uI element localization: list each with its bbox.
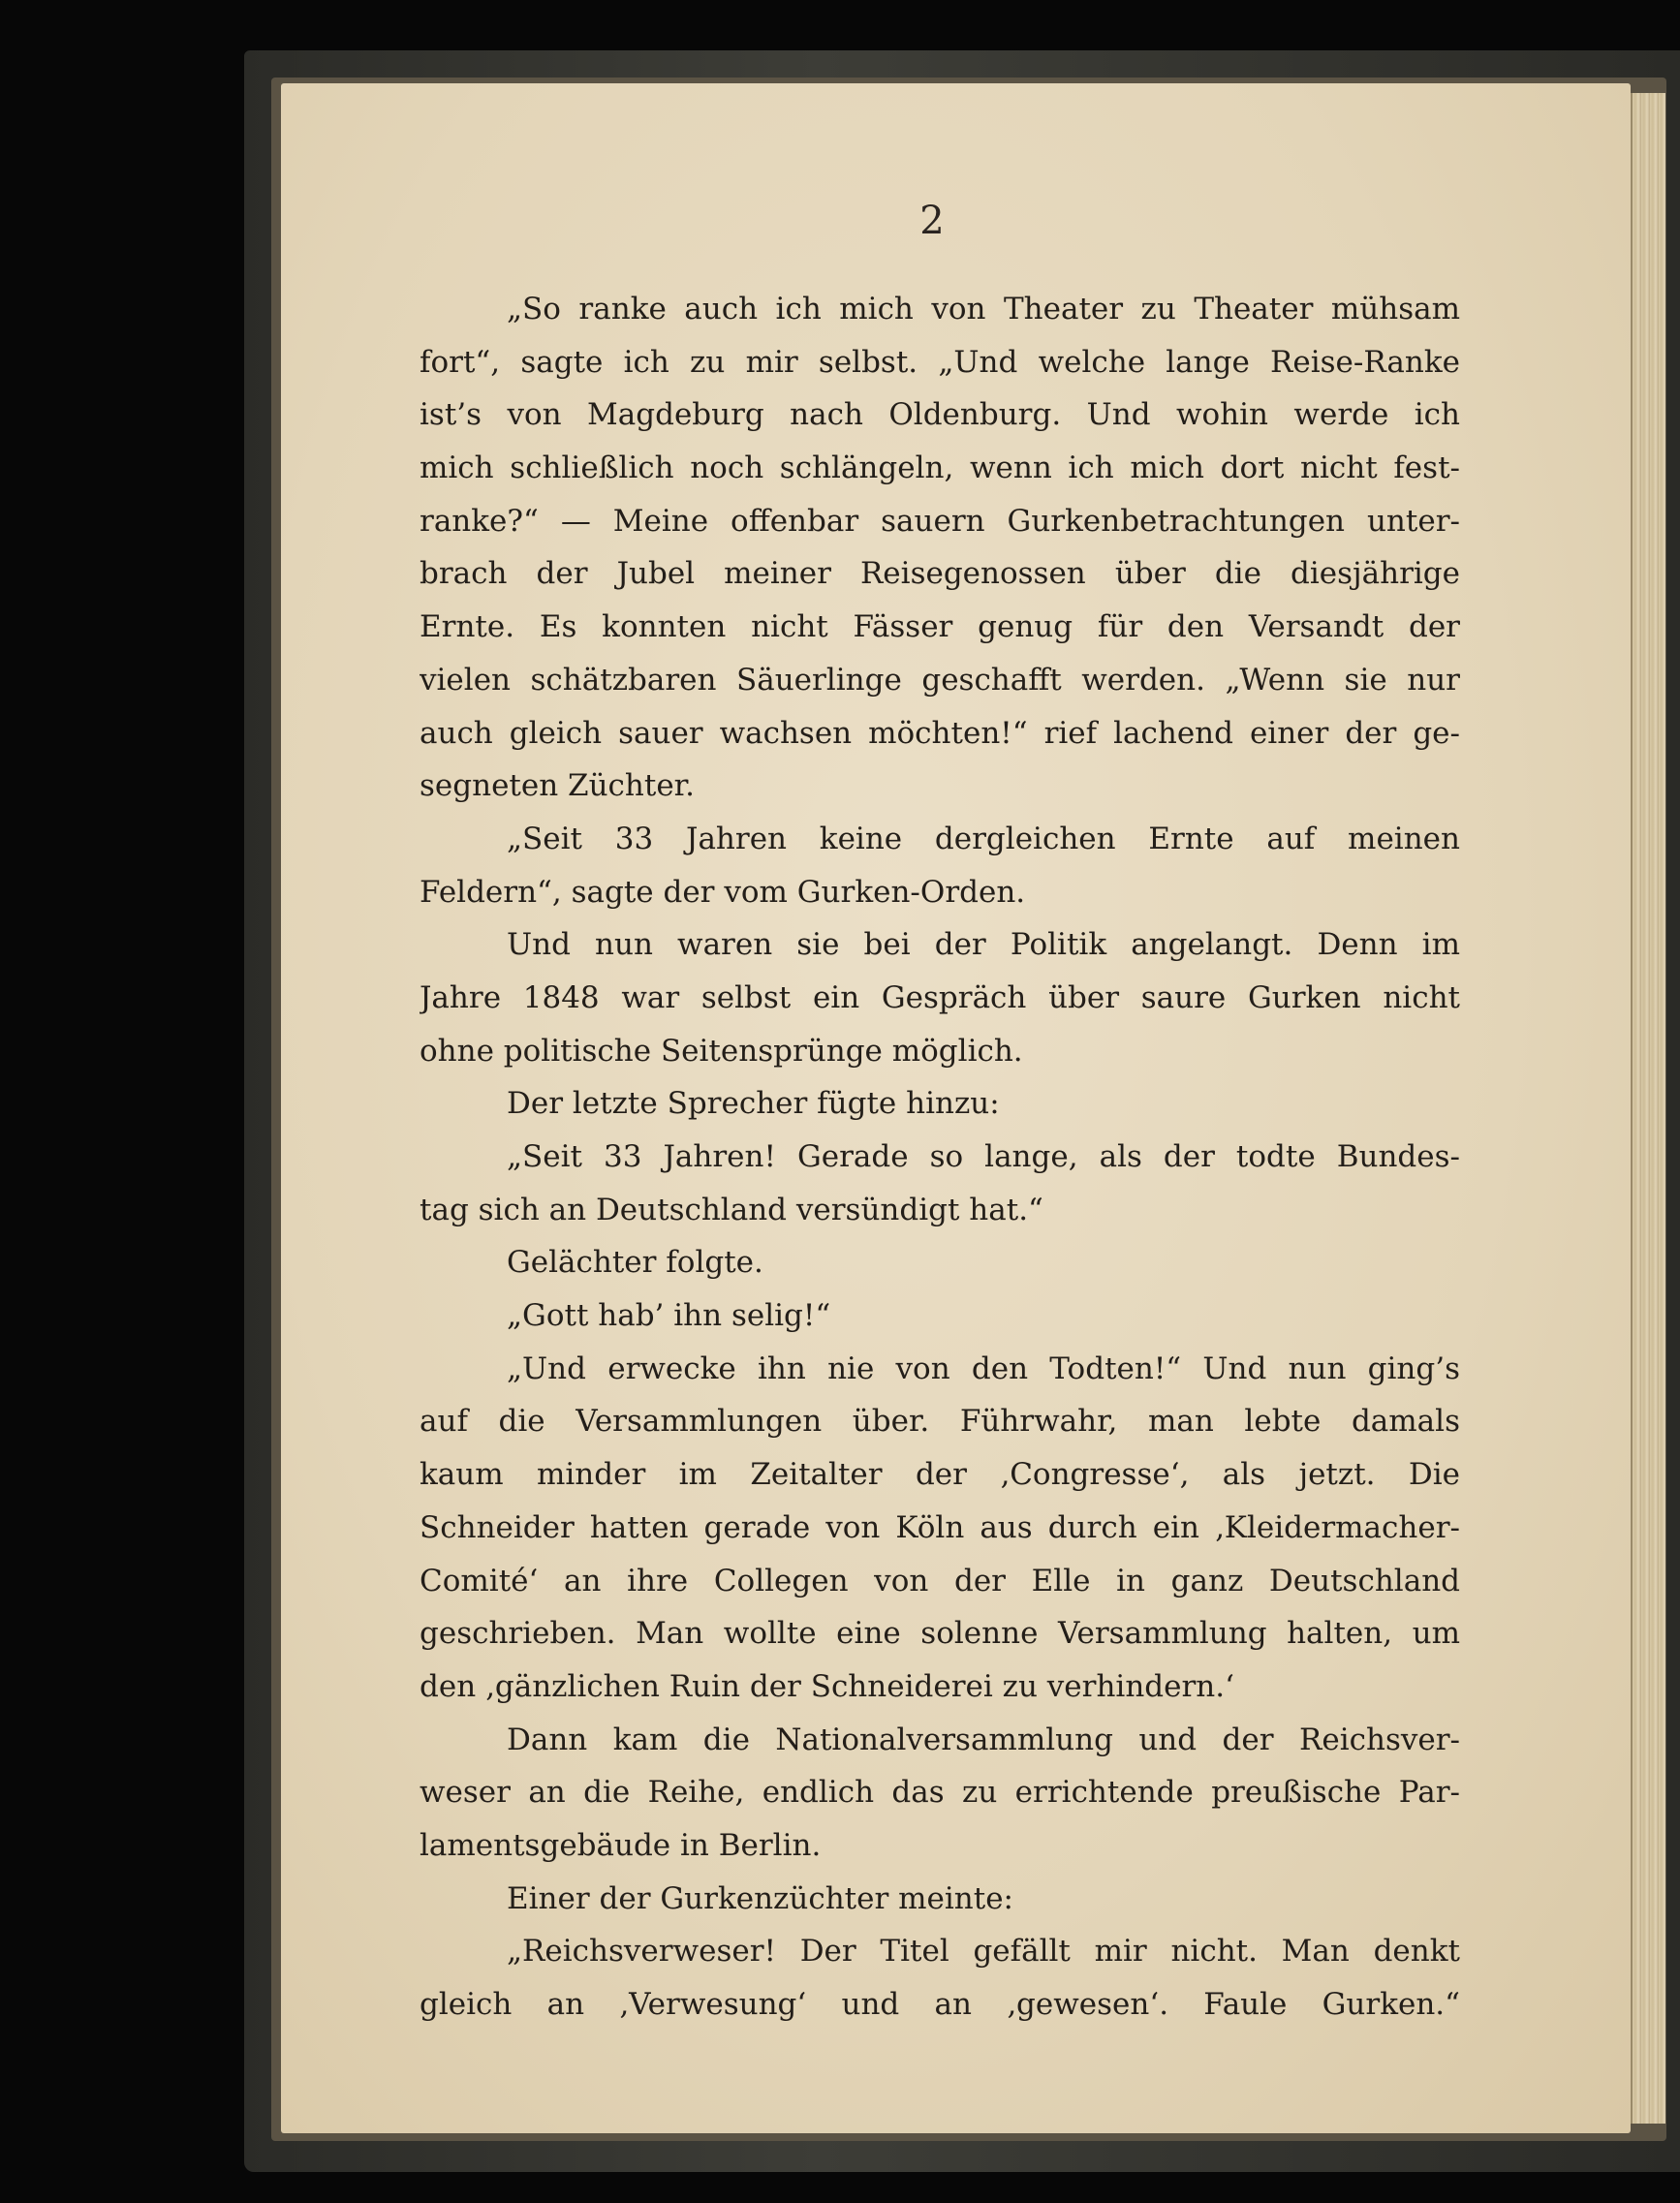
text-line: „Und erwecke ihn nie von den Todten!“ Und nun ging’s bbox=[507, 1350, 1460, 1386]
text-line: auch gleich sauer wachsen möchten!“ rief lachend einer der ge- bbox=[420, 715, 1460, 751]
text-line: ist’s von Magdeburg nach Oldenburg. Und wohin werde ich bbox=[420, 397, 1460, 433]
page-edges bbox=[1631, 93, 1665, 2124]
text-line: Dann kam die Nationalversammlung und der Reichsver- bbox=[507, 1722, 1460, 1757]
page-number: 2 bbox=[919, 199, 945, 243]
text-line: Jahre 1848 war selbst ein Gespräch über saure Gurken nicht bbox=[420, 979, 1460, 1015]
text-line: ohne politische Seitensprünge möglich. bbox=[420, 1033, 1023, 1069]
text-line: Einer der Gurkenzüchter meinte: bbox=[507, 1880, 1014, 1916]
text-line: weser an die Reihe, endlich das zu errichtende preußische Par- bbox=[420, 1775, 1460, 1811]
text-line: den ‚gänzlichen Ruin der Schneiderei zu verhindern.‘ bbox=[420, 1668, 1234, 1704]
page-text bbox=[420, 283, 1460, 2032]
text-line: ranke?“ — Meine offenbar sauern Gurkenbetrachtungen unter- bbox=[420, 503, 1460, 539]
text-line: tag sich an Deutschland versündigt hat.“ bbox=[420, 1192, 1043, 1227]
text-line: „Seit 33 Jahren! Gerade so lange, als der todte Bundes- bbox=[507, 1139, 1460, 1174]
text-line: auf die Versammlungen über. Führwahr, man lebte damals bbox=[420, 1404, 1460, 1440]
text-line: segneten Züchter. bbox=[420, 768, 695, 804]
text-line: Schneider hatten gerade von Köln aus durch ein ‚Kleidermacher- bbox=[420, 1509, 1460, 1545]
text-line: mich schließlich noch schlängeln, wenn ich mich dort nicht fest- bbox=[420, 450, 1460, 486]
text-line: „So ranke auch ich mich von Theater zu Theater mühsam bbox=[507, 292, 1460, 326]
text-line: lamentsgebäude in Berlin. bbox=[420, 1827, 822, 1863]
text-line: kaum minder im Zeitalter der ‚Congresse‘, als jetzt. Die bbox=[420, 1457, 1460, 1493]
text-line: Und nun waren sie bei der Politik angelangt. Denn im bbox=[507, 927, 1460, 963]
text-line: „Gott hab’ ihn selig!“ bbox=[507, 1298, 831, 1334]
text-line: brach der Jubel meiner Reisegenossen über die diesjährige bbox=[420, 556, 1460, 592]
text-line: Comité‘ an ihre Collegen von der Elle in ganz Deutschland bbox=[420, 1563, 1460, 1598]
text-line: fort“, sagte ich zu mir selbst. „Und welche lange Reise-Ranke bbox=[420, 344, 1460, 380]
text-line: Feldern“, sagte der vom Gurken-Orden. bbox=[420, 874, 1026, 910]
text-line: „Seit 33 Jahren keine dergleichen Ernte auf meinen bbox=[507, 821, 1460, 856]
text-line: „Reichsverweser! Der Titel gefällt mir nicht. Man denkt bbox=[507, 1934, 1460, 1970]
text-line: Der letzte Sprecher fügte hinzu: bbox=[507, 1086, 1000, 1122]
text-line: vielen schätzbaren Säuerlinge geschafft werden. „Wenn sie nur bbox=[420, 662, 1460, 698]
text-line: gleich an ‚Verwesung‘ und an ‚gewesen‘. Faule Gurken.“ bbox=[420, 1987, 1460, 2022]
text-line: Gelächter folgte. bbox=[507, 1245, 763, 1281]
text-line: geschrieben. Man wollte eine solenne Versammlung halten, um bbox=[420, 1616, 1460, 1652]
text-line: Ernte. Es konnten nicht Fässer genug für den Versandt der bbox=[420, 609, 1460, 645]
